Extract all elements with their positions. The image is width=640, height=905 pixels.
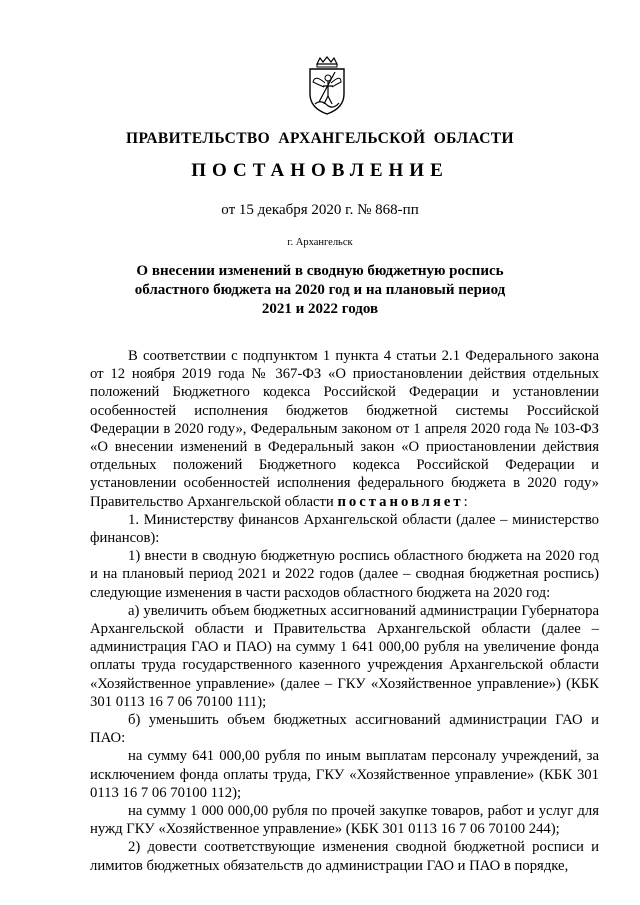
document-type: ПОСТАНОВЛЕНИЕ [191, 160, 449, 181]
coat-of-arms-icon [305, 56, 349, 116]
subject-line: О внесении изменений в сводную бюджетную роспись [136, 263, 504, 279]
document-subject [80, 262, 560, 319]
paragraph: а) увеличить объем бюджетных ассигнований администрации Губернатора Архангельской области и Правительства Архангельской области (далее – администрация ГАО и ПАО) на сумму 1 641 000,00 рубля на увеличение фонда оплаты труда государственного казенного учреждения Архангельской области «Хозяйственное управление» (далее – ГКУ «Хозяйственное управление») (КБК 301 0113 16 7 06 70100 111); [90, 602, 599, 710]
resolution-verb: постановляет [337, 493, 464, 510]
subject-line: 2021 и 2022 годов [261, 301, 379, 317]
preamble-text: В соответствии с подпунктом 1 пункта 4 статьи 2.1 Федерального закона от 12 ноября 2019 года № 367-ФЗ «О приостановлении действия отдельных положений Бюджетного кодекса Российской Федерации и установлении особенностей исполнения бюджетов бюджетной системы Российской Федерации в 2020 году», Федеральным законом от 1 апреля 2020 года № 103-ФЗ «О внесении изменений в Федеральный закон «О приостановлении действия отдельных положений Бюджетного кодекса Российской Федерации и установлении особенностей исполнения федерального бюджета в 2020 году» Правительство Архангельской области [90, 348, 599, 510]
document-date-number: от 15 декабря 2020 г. № 868-пп [221, 202, 419, 218]
government-title: ПРАВИТЕЛЬСТВО АРХАНГЕЛЬСКОЙ ОБЛАСТИ [125, 130, 514, 147]
document-city: г. Архангельск [287, 237, 353, 248]
paragraph-preamble [90, 347, 599, 511]
paragraph: 1. Министерству финансов Архангельской области (далее – министерство финансов): [90, 511, 599, 547]
paragraph: 1) внести в сводную бюджетную роспись областного бюджета на 2020 год и на плановый период 2021 и 2022 годов (далее – сводная бюджетная роспись) следующие изменения в части расходов областного бюджета на 2020 год: [90, 548, 599, 601]
paragraph: на сумму 1 000 000,00 рубля по прочей закупке товаров, работ и услуг для нужд ГКУ «Хозяйственное управление» (КБК 301 0113 16 7 06 70100 244); [90, 803, 599, 838]
paragraph: б) уменьшить объем бюджетных ассигнований администрации ГАО и ПАО: [90, 712, 599, 747]
document-body [90, 347, 599, 875]
paragraph: 2) довести соответствующие изменения сводной бюджетной росписи и лимитов бюджетных обязательств до администрации ГАО и ПАО в порядке, [90, 839, 599, 874]
subject-line: областного бюджета на 2020 год и на плановый период [134, 282, 506, 298]
paragraph: на сумму 641 000,00 рубля по иным выплатам персоналу учреждений, за исключением фонда оплаты труда, ГКУ «Хозяйственное управление» (КБК 301 0113 16 7 06 70100 112); [90, 748, 599, 801]
preamble-end: : [463, 493, 468, 510]
